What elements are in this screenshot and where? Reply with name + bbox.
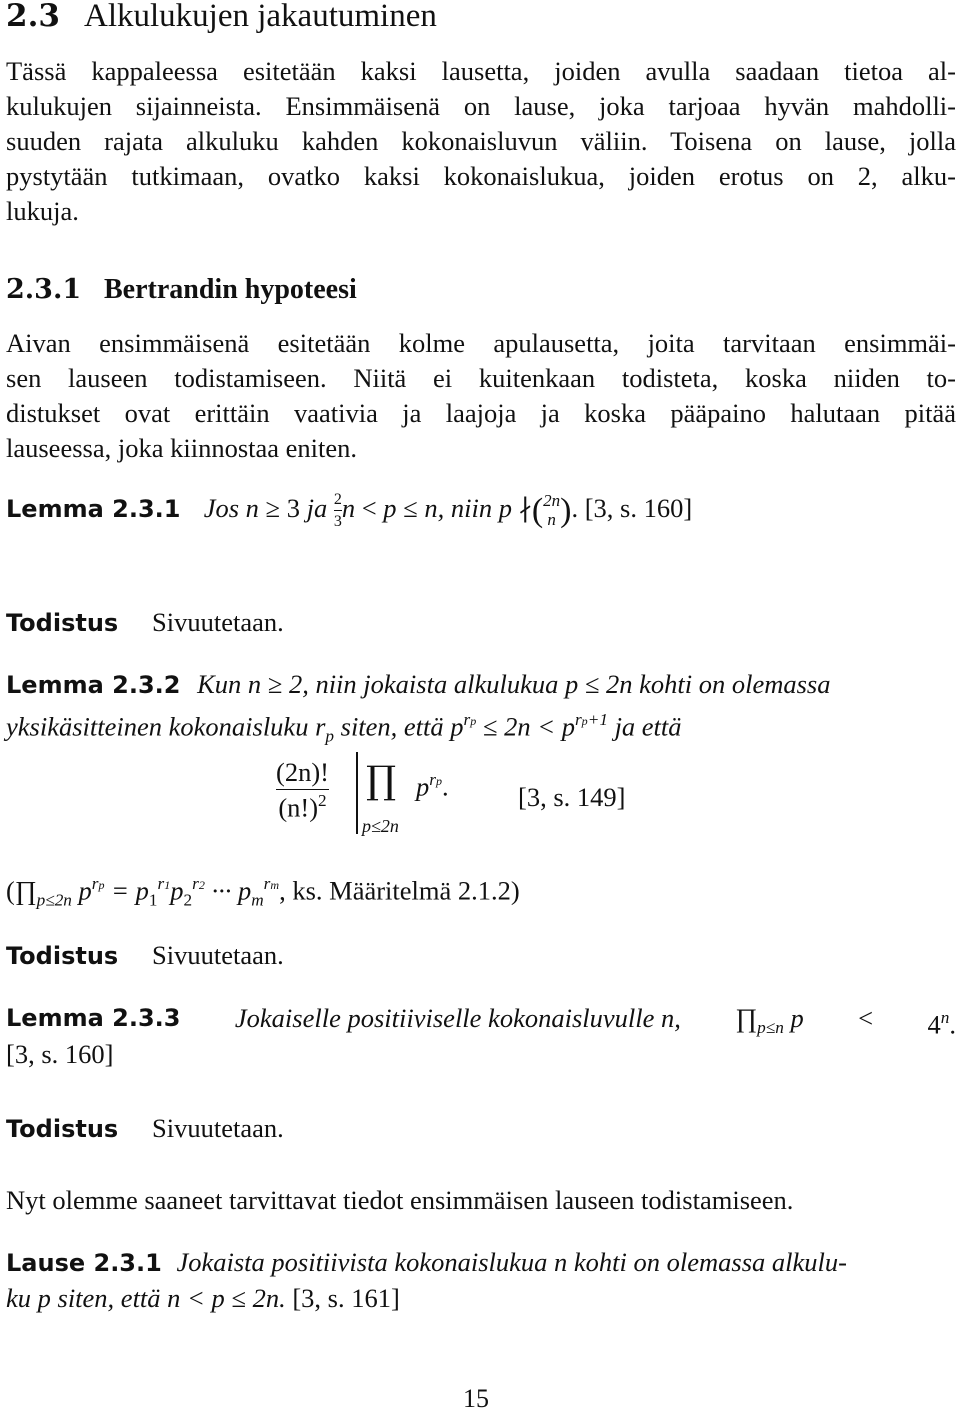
proof-2-head: Todistus — [6, 942, 119, 970]
sup-sub: p — [581, 714, 588, 728]
subsection-heading — [6, 270, 357, 310]
proof-3-head: Todistus — [6, 1115, 119, 1143]
intro-line: Tässä kappaleessa esitetään kaksi lausetta, joiden avulla saadaan tietoa al- — [6, 56, 956, 86]
divides-bar — [356, 752, 358, 834]
lemma-1-binom-bottom: n — [547, 509, 556, 529]
product-subscript: p≤2n — [362, 816, 399, 836]
lemma-2-line2-c: ≤ 2n < p — [476, 711, 575, 742]
note-term: p — [71, 875, 92, 906]
sup-text: r — [429, 770, 436, 789]
lemma-1-three: 3 — [286, 493, 300, 523]
proof-3 — [6, 1110, 284, 1147]
lemma-1-var-n3: n, — [424, 493, 445, 523]
note-end: , ks. Määritelmä 2.1.2) — [279, 875, 520, 906]
lemma-1-binomial — [543, 492, 560, 529]
frac-den-text: (n!) — [278, 792, 319, 823]
proof-1-body: Sivuutetaan. — [152, 607, 284, 637]
sup-sub: m — [270, 878, 280, 892]
lemma-2-note — [6, 866, 520, 918]
lemma-1-ja: ja — [306, 493, 328, 523]
theorem-head: Lause 2.3.1 — [6, 1249, 162, 1277]
lemma-3-reference: [3, s. 160] — [6, 1039, 114, 1069]
lemma-3-text: Jokaiselle positiiviselle kokonaisluvulle n, — [234, 1003, 681, 1033]
lemma-1-head: Lemma 2.3.1 — [6, 495, 181, 523]
lemma-2-head: Lemma 2.3.2 — [6, 671, 181, 699]
sup-sub: p — [470, 714, 477, 728]
lemma-1-var-n: n — [245, 493, 259, 523]
period: . — [949, 1009, 956, 1040]
product-term — [416, 770, 449, 802]
superscript — [158, 874, 171, 893]
subsection-title: Bertrandin hypoteesi — [104, 274, 357, 305]
lemma-1-text: Jos — [203, 493, 240, 523]
sup-sub: p — [98, 878, 105, 892]
closing-paragraph: Nyt olemme saaneet tarvittavat tiedot ensimmäisen lauseen todistamiseen. — [6, 1185, 794, 1215]
sup-text: r — [463, 710, 471, 729]
subsection-number: 2.3.1 — [6, 274, 82, 305]
superscript — [264, 874, 279, 893]
note-eq: = p — [104, 875, 149, 906]
sup-text: r — [192, 874, 199, 893]
sup-text: r — [574, 710, 582, 729]
lemma-1-var-p: p — [383, 493, 397, 523]
product-symbol: ∏ — [735, 1003, 758, 1033]
lemma-2-line2-b: siten, että p — [334, 711, 464, 742]
subscript: 2 — [183, 890, 193, 910]
note-p2: p — [170, 875, 184, 906]
proof-1 — [6, 604, 284, 641]
subscript: p≤2n — [36, 890, 72, 910]
product-symbol: ∏ — [366, 758, 397, 802]
superscript: n — [940, 1008, 950, 1027]
sup-sub: 2 — [198, 878, 205, 892]
lemma-1-notdivides: ∤ — [518, 493, 532, 523]
lemma-2-line2-a: yksikäsitteinen kokonaisluku r — [6, 711, 326, 742]
sup-sub: p — [435, 774, 442, 788]
intro-paragraph — [6, 54, 956, 229]
lemma-3-bound — [928, 1000, 956, 1046]
lemma-2-line2-d: ja että — [607, 711, 682, 742]
superscript — [92, 874, 105, 893]
subscript: p≤n — [757, 1018, 784, 1038]
lemma-2-display-equation — [276, 758, 329, 840]
lemma-2-line1: Kun n ≥ 2, niin jokaista alkulukua p ≤ 2n kohti on olemassa — [197, 669, 831, 699]
sup-sub: 1 — [164, 878, 171, 892]
section-number: 2.3 — [6, 0, 60, 34]
intro-line: kulukujen sijainneista. Ensimmäisenä on lause, joka tarjoaa hyvän mahdolli- — [6, 91, 956, 121]
lemma-1-leq: ≤ — [403, 493, 418, 523]
lemma-1-lt: < — [361, 493, 377, 523]
superscript — [575, 710, 608, 729]
lemma-1-niin: niin — [450, 493, 493, 523]
subscript: p — [325, 726, 334, 746]
lemma-3-head: Lemma 2.3.3 — [6, 1004, 181, 1032]
intro-line: pystytään tutkimaan, ovatko kaksi kokonaislukua, joiden erotus on 2, alku- — [6, 161, 956, 191]
theorem-line2-text: ku p siten, että n < p ≤ 2n. — [6, 1283, 286, 1313]
superscript — [429, 770, 442, 789]
theorem-line2 — [6, 1280, 400, 1316]
subscript: m — [251, 890, 264, 910]
lemma-3-lt: < — [858, 1003, 874, 1033]
lemma-1-var-p2: p — [498, 493, 512, 523]
section-heading — [6, 0, 437, 40]
sup-text: r — [91, 874, 99, 893]
lemma-2-reference: [3, s. 149] — [518, 782, 626, 812]
para-line: lauseessa, joka kiinnostaa eniten. — [6, 433, 358, 463]
lemma-2-frac-num: (2n)! — [276, 757, 329, 787]
var-p: p — [790, 1003, 804, 1033]
lemma-1: Lemma 2.3.1 Jos n ≥ 3 ja $\frac{2}{3}$ n < p ≤ n, niin p ∤( 2n n ). [3, s. 160] — [6, 490, 693, 531]
proof-2 — [6, 937, 284, 974]
page-number: 15 — [463, 1384, 489, 1413]
sup-text: r — [263, 874, 271, 893]
proof-3-body: Sivuutetaan. — [152, 1113, 284, 1143]
lemma-2-fraction — [276, 758, 329, 823]
theorem — [6, 1244, 847, 1281]
section-title: Alkulukujen jakautuminen — [84, 0, 437, 34]
prod-term-text: p — [416, 771, 430, 802]
lemma-2 — [6, 666, 831, 703]
lemma-1-var-n2: n — [341, 493, 356, 523]
four: 4 — [927, 1009, 941, 1040]
intro-line: lukuja. — [6, 196, 79, 226]
para-line: Aivan ensimmäisenä esitetään kolme apulausetta, joita tarvitaan ensimmäi- — [6, 328, 956, 358]
superscript: 2 — [318, 791, 327, 811]
lemma-1-reference: [3, s. 160] — [584, 493, 693, 523]
sup-text: +1 — [587, 710, 608, 729]
lemma-2-frac-den — [276, 792, 329, 822]
lemma-3 — [6, 1000, 956, 1046]
period: . — [441, 771, 449, 802]
sup-text: r — [157, 874, 165, 893]
subscript: 1 — [148, 890, 158, 910]
lemma-1-frac-num: 2 — [333, 490, 342, 508]
para-line: distukset ovat erittäin vaativia ja laajoja ja koska pääpaino halutaan pitää — [6, 398, 956, 428]
note-dots: ··· p — [204, 875, 252, 906]
proof-1-head: Todistus — [6, 609, 119, 637]
lemma-3-product — [735, 1000, 803, 1046]
proof-2-body: Sivuutetaan. — [152, 940, 284, 970]
lemma-1-frac-den: 3 — [333, 513, 342, 531]
para-line: sen lauseen todistamiseen. Niitä ei kuitenkaan todisteta, koska niiden to- — [6, 363, 956, 393]
theorem-reference: [3, s. 161] — [292, 1283, 400, 1313]
lemma-1-binom-top: 2n — [543, 491, 561, 511]
lemma-1-geq: ≥ — [265, 493, 281, 523]
intro-line: suuden rajata alkuluku kahden kokonaisluvun väliin. Toisena on lause, jolla — [6, 126, 956, 156]
theorem-line1: Jokaista positiivista kokonaislukua n kohti on olemassa alkulu- — [176, 1247, 847, 1277]
superscript — [464, 710, 477, 729]
bertrand-intro-paragraph — [6, 326, 956, 466]
note-open: (∏ — [6, 875, 37, 906]
lemma-2-line2 — [6, 702, 682, 754]
superscript — [192, 874, 205, 893]
lemma-1-fraction — [334, 491, 342, 531]
